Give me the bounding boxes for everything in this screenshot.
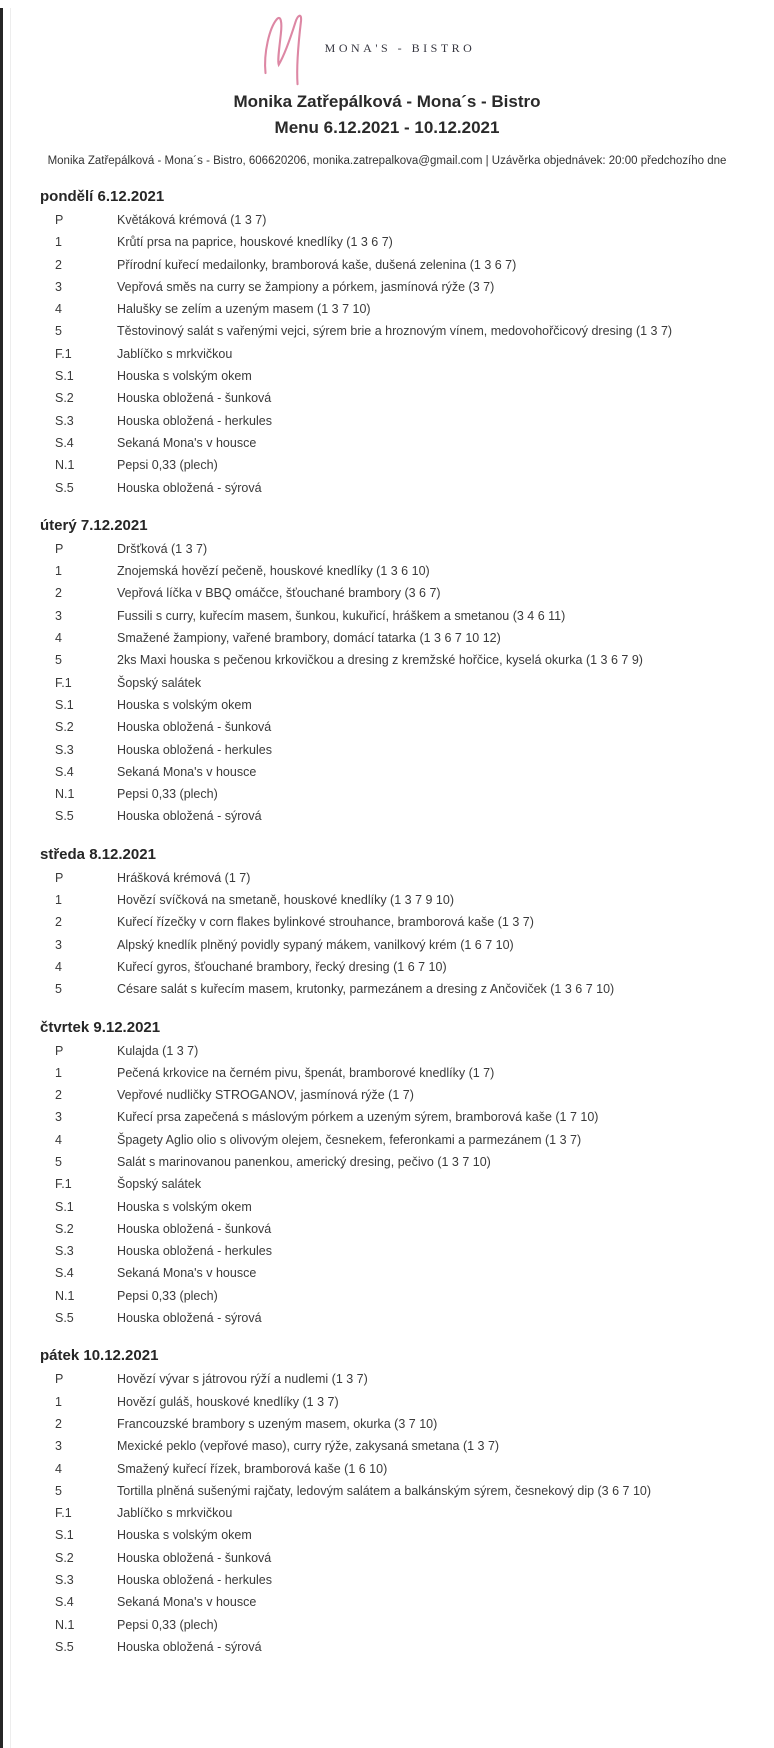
menu-item-text: Špagety Aglio olio s olivovým olejem, česnekem, feferonkami a parmezánem (1 3 7) [117,1132,582,1147]
menu-item-code: F.1 [55,346,72,361]
menu-item-code: P [55,541,64,556]
menu-item-code: 3 [55,279,62,294]
menu-item-text: Houska s volským okem [117,369,252,384]
menu-item-text: Kuřecí řízečky v corn flakes bylinkové strouhance, bramborová kaše (1 3 7) [117,915,534,930]
menu-item-text: Kuřecí prsa zapečená s máslovým pórkem a uzeným sýrem, bramborová kaše (1 7 10) [117,1110,599,1125]
menu-item-text: Houska obložená - šunková [117,720,272,735]
menu-item-code: N.1 [55,787,75,802]
menu-item-text: Pepsi 0,33 (plech) [117,1617,218,1632]
menu-item-row [55,867,754,889]
menu-item-code: P [55,1372,64,1387]
menu-item-text: Halušky se zelím a uzeným masem (1 3 7 10) [117,302,371,317]
menu-item-row [55,649,754,671]
menu-item-row [55,432,754,454]
menu-item-row [55,761,754,783]
menu-item-code: P [55,1043,64,1058]
menu-item-row [55,1285,754,1307]
menu-item-code: N.1 [55,1617,75,1632]
menu-item-code: 5 [55,653,62,668]
menu-item-row [55,716,754,738]
menu-item-text: Houska obložená - herkules [117,413,272,428]
menu-item-row [55,454,754,476]
menu-item-text: Houska s volským okem [117,697,252,712]
menu-item-row [55,1435,754,1457]
menu-item-code: S.5 [55,1311,74,1326]
menu-item-code: 2 [55,1088,62,1103]
menu-item-row [55,1040,754,1062]
menu-item-code: S.4 [55,1595,74,1610]
menu-item-row [55,410,754,432]
menu-item-code: 4 [55,1461,62,1476]
menu-item-code: 5 [55,982,62,997]
menu-item-row [55,477,754,499]
menu-item-text: 2ks Maxi houska s pečenou krkovičkou a dresing z kremžské hořčice, kyselá okurka (1 3 6 7 9) [117,653,643,668]
day-title: pondělí 6.12.2021 [40,188,165,205]
menu-item-code: S.2 [55,1221,74,1236]
menu-item-code: S.1 [55,1199,74,1214]
day-title: úterý 7.12.2021 [40,516,148,534]
menu-item-text: Šopský salátek [117,1177,202,1192]
menu-item-text: Houska obložená - herkules [117,742,272,757]
menu-item-text: Přírodní kuřecí medailonky, bramborová kaše, dušená zelenina (1 3 6 7) [117,257,517,272]
menu-item-code: 4 [55,959,62,974]
menu-item-code: S.4 [55,764,74,779]
menu-item-code: S.3 [55,413,74,428]
menu-item-text: Hrášková krémová (1 7) [117,870,251,885]
menu-item-row [55,298,754,320]
menu-item-row [55,365,754,387]
day-title: pátek 10.12.2021 [40,1347,159,1365]
menu-item-row [55,978,754,1000]
menu-item-row [55,1240,754,1262]
menu-item-code: 4 [55,302,62,317]
menu-item-text: Sekaná Mona's v housce [117,764,257,779]
menu-item-code: S.5 [55,1639,74,1654]
menu-item-row [55,560,754,582]
menu-item-code: 3 [55,937,62,952]
menu-item-text: Houska obložená - sýrová [117,809,262,824]
menu-item-code: S.1 [55,1528,74,1543]
monas-m-logo-icon [259,9,311,87]
menu-item-row [55,805,754,827]
menu-item-text: Jablíčko s mrkvičkou [117,1506,233,1521]
menu-item-text: Hovězí guláš, houskové knedlíky (1 3 7) [117,1394,339,1409]
menu-item-text: Houska s volským okem [117,1528,252,1543]
menu-item-code: S.3 [55,1244,74,1259]
menu-item-code: 2 [55,257,62,272]
menu-item-code: 1 [55,1394,62,1409]
menu-item-text: Smažený kuřecí řízek, bramborová kaše (1 6 10) [117,1461,388,1476]
menu-item-row [55,605,754,627]
menu-item-code: S.4 [55,435,74,450]
menu-item-text: Pepsi 0,33 (plech) [117,458,218,473]
menu-item-code: S.2 [55,720,74,735]
menu-item-text: Květáková krémová (1 3 7) [117,213,267,227]
menu-item-text: Vepřová směs na curry se žampiony a pórkem, jasmínová rýže (3 7) [117,279,495,294]
menu-item-text: Jablíčko s mrkvičkou [117,346,233,361]
menu-item-code: S.1 [55,697,74,712]
menu-item-code: S.5 [55,480,74,495]
menu-item-row [55,934,754,956]
menu-item-code: 4 [55,631,62,646]
day-title: středa 8.12.2021 [40,845,156,863]
menu-item-code: 1 [55,1065,62,1080]
menu-item-code: 2 [55,586,62,601]
menu-item-code: F.1 [55,1506,72,1521]
menu-item-code: 5 [55,324,62,339]
menu-item-code: 5 [55,1154,62,1169]
menu-item-text: Salát s marinovanou panenkou, americký dresing, pečivo (1 3 7 10) [117,1154,491,1169]
day-section [0,188,774,499]
menu-item-text: Sekaná Mona's v housce [117,1266,257,1281]
menu-item-row [55,276,754,298]
page-title: Monika Zatřepálková - Mona´s - Bistro [233,92,541,111]
menu-item-row [55,1173,754,1195]
menu-item-code: N.1 [55,458,75,473]
menu-item-code: S.5 [55,809,74,824]
day-title: čtvrtek 9.12.2021 [40,1018,161,1036]
menu-item-row [55,320,754,342]
menu-item-text: Houska obložená - sýrová [117,1639,262,1654]
page-left-border [10,8,11,1748]
menu-item-text: Znojemská hovězí pečeně, houskové knedlíky (1 3 6 10) [117,564,430,579]
menu-item-row [55,1480,754,1502]
menu-item-row [55,209,754,231]
menu-item-text: Césare salát s kuřecím masem, krutonky, parmezánem a dresing z Ančoviček (1 3 6 7 10) [117,982,615,997]
menu-item-row [55,672,754,694]
menu-item-text: Hovězí svíčková na smetaně, houskové knedlíky (1 3 7 9 10) [117,893,454,908]
menu-item-code: P [55,870,64,885]
menu-item-code: 1 [55,893,62,908]
menu-item-code: P [55,213,64,227]
menu-item-row [55,1368,754,1390]
day-section [0,1019,774,1330]
menu-item-text: Kuřecí gyros, šťouchané brambory, řecký dresing (1 6 7 10) [117,959,447,974]
menu-item-text: Krůtí prsa na paprice, houskové knedlíky (1 3 6 7) [117,235,393,250]
menu-item-text: Těstovinový salát s vařenými vejci, sýrem brie a hroznovým vínem, medovohořčicový dresing (1 3 7) [117,324,673,339]
menu-item-code: 3 [55,608,62,623]
menu-item-text: Houska obložená - sýrová [117,480,262,495]
menu-item-code: 4 [55,1132,62,1147]
menu-item-row [55,1614,754,1636]
menu-item-code: 2 [55,1416,62,1431]
day-section [0,846,774,1001]
menu-item-row [55,1569,754,1591]
menu-item-text: Pečená krkovice na černém pivu, špenát, bramborové knedlíky (1 7) [117,1065,495,1080]
menu-item-row [55,387,754,409]
menu-item-code: 1 [55,235,62,250]
menu-item-text: Šopský salátek [117,675,202,690]
window-left-edge [0,8,3,1748]
menu-item-code: 3 [55,1439,62,1454]
menu-item-code: 5 [55,1483,62,1498]
menu-item-row [55,1062,754,1084]
menu-item-code: S.3 [55,742,74,757]
menu-item-row [55,538,754,560]
menu-document [0,8,774,1658]
menu-item-row [55,1307,754,1329]
brand-text: MONA'S - BISTRO [324,40,476,55]
menu-item-row [55,783,754,805]
menu-item-text: Hovězí vývar s játrovou rýží a nudlemi (1 3 7) [117,1372,368,1387]
menu-item-row [55,889,754,911]
menu-item-text: Houska obložená - šunková [117,1550,272,1565]
menu-item-row [55,1524,754,1546]
menu-item-text: Houska obložená - sýrová [117,1311,262,1326]
menu-item-row [55,1413,754,1435]
menu-item-row [55,956,754,978]
menu-item-code: F.1 [55,675,72,690]
menu-item-row [55,1262,754,1284]
menu-item-code: S.2 [55,391,74,406]
menu-days [0,188,774,1658]
menu-item-code: 2 [55,915,62,930]
menu-item-code: 1 [55,564,62,579]
menu-item-row [55,343,754,365]
menu-item-code: N.1 [55,1288,75,1303]
menu-item-row [55,627,754,649]
menu-item-text: Sekaná Mona's v housce [117,435,257,450]
menu-item-text: Mexické peklo (vepřové maso), curry rýže, zakysaná smetana (1 3 7) [117,1439,500,1454]
menu-item-row [55,1106,754,1128]
day-section [0,1347,774,1658]
menu-item-text: Houska s volským okem [117,1199,252,1214]
menu-item-text: Houska obložená - šunková [117,391,272,406]
menu-item-row [55,1196,754,1218]
menu-item-text: Alpský knedlík plněný povidly sypaný mákem, vanilkový krém (1 6 7 10) [117,937,514,952]
menu-item-text: Tortilla plněná sušenými rajčaty, ledovým salátem a balkánským sýrem, česnekový dip (3 6 7 10) [117,1483,652,1498]
menu-item-text: Smažené žampiony, vařené brambory, domácí tatarka (1 3 6 7 10 12) [117,631,501,646]
menu-item-row [55,739,754,761]
menu-item-code: 3 [55,1110,62,1125]
menu-item-text: Pepsi 0,33 (plech) [117,787,218,802]
menu-item-code: S.4 [55,1266,74,1281]
menu-item-text: Vepřová líčka v BBQ omáčce, šťouchané brambory (3 6 7) [117,586,441,601]
menu-item-row [55,694,754,716]
menu-item-row [55,1591,754,1613]
menu-item-row [55,1084,754,1106]
menu-item-text: Vepřové nudličky STROGANOV, jasmínová rýže (1 7) [117,1088,414,1103]
menu-item-row [55,1218,754,1240]
menu-item-row [55,231,754,253]
day-section [0,517,774,828]
menu-item-text: Houska obložená - šunková [117,1221,272,1236]
menu-item-text: Houska obložená - herkules [117,1573,272,1588]
menu-item-text: Kulajda (1 3 7) [117,1043,199,1058]
menu-item-row [55,1129,754,1151]
menu-item-row [55,1391,754,1413]
menu-item-text: Sekaná Mona's v housce [117,1595,257,1610]
menu-item-code: S.2 [55,1550,74,1565]
menu-item-text: Houska obložená - herkules [117,1244,272,1259]
menu-item-text: Francouzské brambory s uzeným masem, okurka (3 7 10) [117,1416,438,1431]
menu-item-row [55,1151,754,1173]
menu-item-row [55,1547,754,1569]
logo [0,8,754,88]
menu-item-code: S.1 [55,369,74,384]
menu-item-row [55,1502,754,1524]
menu-item-code: F.1 [55,1177,72,1192]
menu-item-code: S.3 [55,1573,74,1588]
menu-item-row [55,1458,754,1480]
contact-line: Monika Zatřepálková - Mona´s - Bistro, 606620206, monika.zatrepalkova@gmail.com | Uzávěrka objednávek: 20:00 předchozího dne [47,155,727,167]
menu-item-row [55,254,754,276]
menu-item-text: Pepsi 0,33 (plech) [117,1288,218,1303]
menu-item-row [55,911,754,933]
menu-item-text: Fussili s curry, kuřecím masem, šunkou, kukuřicí, hráškem a smetanou (3 4 6 11) [117,608,566,623]
menu-item-text: Dršťková (1 3 7) [117,541,208,556]
menu-item-row [55,1636,754,1658]
menu-date-range: Menu 6.12.2021 - 10.12.2021 [274,118,500,137]
menu-item-row [55,582,754,604]
